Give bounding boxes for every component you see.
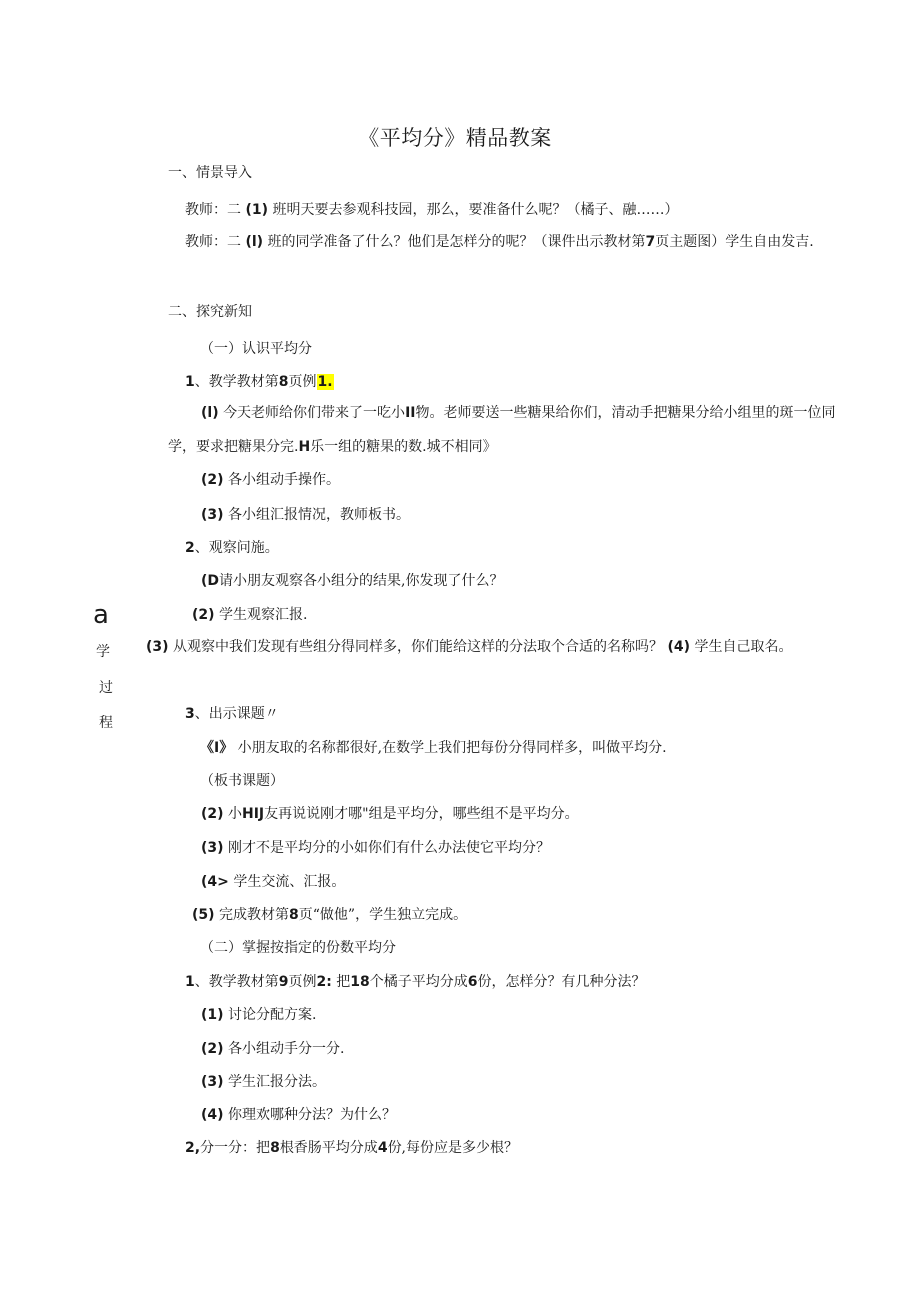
- item-j1-1: (1) 讨论分配方案.: [201, 1007, 317, 1023]
- subsection-heading-2: （二）掌握按指定的份数平均分: [200, 940, 396, 956]
- margin-label-xue: 学: [96, 644, 110, 660]
- item-3-5: (5) 完成教材第8页“做他”，学生独立完成。: [192, 907, 468, 923]
- item-j1-2: (2) 各小组动手分一分.: [201, 1041, 345, 1057]
- page-title: 《平均分》精品教案: [358, 126, 552, 150]
- item-2-1: (D请小朋友观察各小组分的结果,你发现了什么？: [201, 573, 504, 589]
- item-j1-4: (4) 你理欢哪种分法？为什么？: [201, 1107, 396, 1123]
- item-2-3-4-paragraph: (3) 从观察中我们发现有些组分得同样多，你们能给这样的分法取个合适的名称吗？ (4) 学生自己取名。: [146, 639, 793, 655]
- item-3-4: (4> 学生交流、汇报。: [201, 874, 346, 890]
- item-3-3: (3) 刚才不是平均分的小如你们有什么办法使它平均分？: [201, 840, 550, 856]
- margin-label-guo: 过: [99, 680, 113, 696]
- section-heading-explore: 二、探究新知: [168, 304, 252, 320]
- item-3-2: (2) 小HIJ友再说说刚才哪"组是平均分，哪些组不是平均分。: [201, 806, 579, 822]
- item-j1-heading: 1、教学教材第9页例2: 把18个橘子平均分成6份，怎样分？有几种分法？: [185, 974, 646, 990]
- margin-label-a: a: [93, 600, 109, 630]
- item-2-2: (2) 学生观察汇报.: [192, 607, 308, 623]
- highlighted-example-number: 1.: [317, 374, 333, 390]
- item-3-heading: 3、出示课题〃: [185, 706, 279, 722]
- item-j1-3: (3) 学生汇报分法。: [201, 1074, 326, 1090]
- item-1-heading: 1、教学教材第8页例1.: [185, 374, 333, 390]
- item-3-1: 《I》 小朋友取的名称都很好,在数学上我们把每份分得同样多，叫做平均分.: [200, 740, 667, 756]
- margin-label-cheng: 程: [99, 715, 113, 731]
- item-2-heading: 2、观察问施。: [185, 540, 279, 556]
- paragraph-teacher-1: 教师：二 (1) 班明天要去参观科技园，那么，要准备什么呢？（橘子、融……）: [185, 202, 679, 218]
- item-1-1-paragraph: (l) 今天老师给你们带来了一吃小II物。老师要送一些糖果给你们，清动手把糖果分给小组里的斑一位同学，要求把糖果分完.H乐一组的糖果的数.城不相同》: [168, 405, 836, 455]
- section-heading-intro: 一、情景导入: [168, 165, 252, 181]
- item-j2: 2,分一分：把8根香肠平均分成4份,每份应是多少根？: [185, 1140, 519, 1156]
- item-3-board-note: （板书课题）: [200, 773, 284, 789]
- subsection-heading-1: （一）认识平均分: [200, 341, 312, 357]
- paragraph-teacher-2: 教师：二 (l) 班的同学准备了什么？他们是怎样分的呢？（课件出示教材第7页主题图）学生自由发吉.: [185, 234, 814, 250]
- item-1-2: (2) 各小组动手操作。: [201, 472, 340, 488]
- item-1-3: (3) 各小组汇报情况，教师板书。: [201, 507, 410, 523]
